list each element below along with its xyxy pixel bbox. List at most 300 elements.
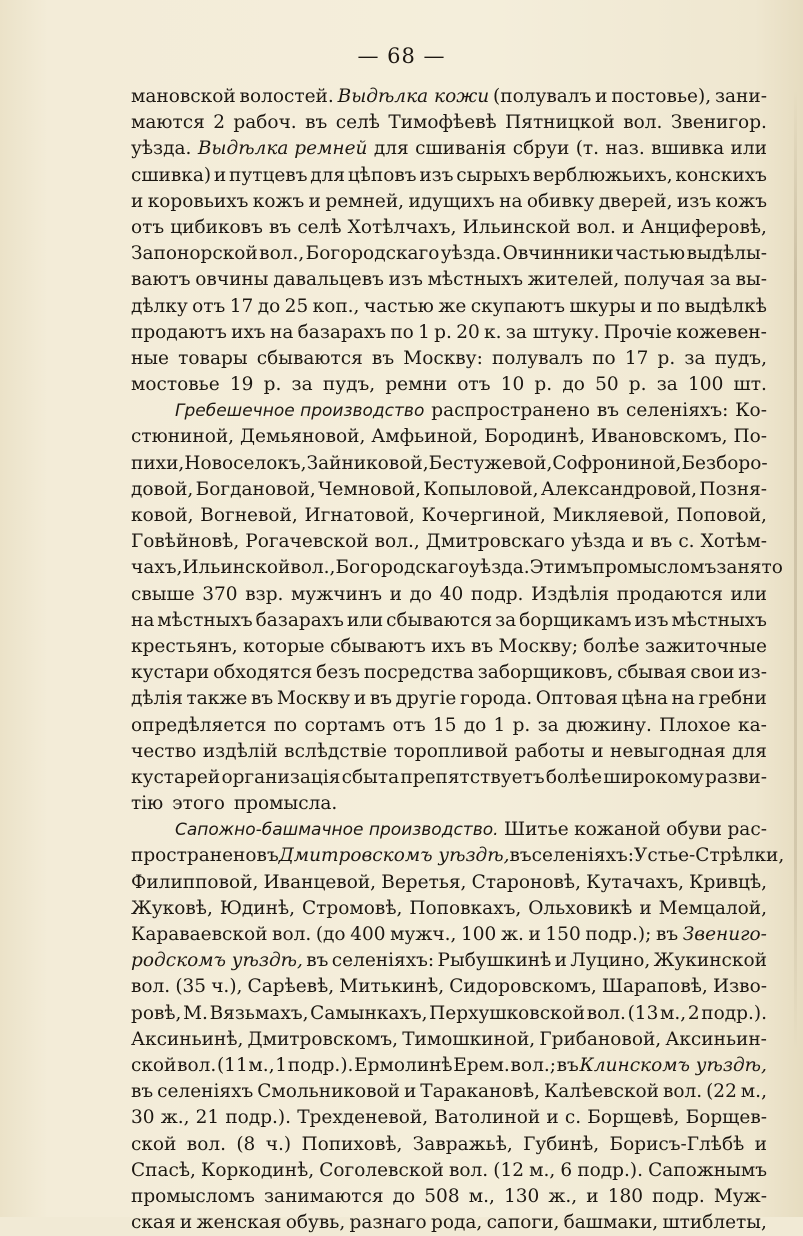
emphasized-word: Выдѣлка ремней <box>197 138 368 160</box>
word: коп., <box>312 295 360 317</box>
word: и <box>554 950 567 972</box>
word: 20 <box>456 321 480 343</box>
word: до <box>392 1185 416 1207</box>
word: уѣзда. <box>131 138 192 160</box>
word: сшивка) <box>131 164 212 186</box>
word: 150 <box>545 924 581 945</box>
word: базарахъ <box>255 609 344 631</box>
word: 1 <box>275 1054 288 1076</box>
text-line <box>131 398 767 424</box>
word: издѣлій <box>202 740 278 762</box>
word: въ <box>509 845 532 867</box>
word: Овчинники <box>502 243 614 265</box>
word: (13 <box>627 1002 659 1024</box>
word: Дмитровскомъ, <box>247 1028 399 1050</box>
text-line <box>131 189 767 215</box>
word: Софрониной, <box>552 452 682 474</box>
word: вол., <box>259 243 305 265</box>
word: Москву; <box>498 635 579 657</box>
word: селѣ <box>297 216 342 238</box>
word: промысломъ <box>131 1185 255 1207</box>
word: уѣзда <box>571 531 626 553</box>
word: 17 <box>624 347 649 369</box>
word: также <box>186 688 248 710</box>
word: которые <box>243 635 325 657</box>
word: 40 <box>439 583 464 605</box>
word: Дмитровскаго <box>425 531 565 553</box>
word: отъ <box>131 216 165 238</box>
word: Ильинской <box>182 557 291 579</box>
word: Завражьѣ, <box>412 1133 513 1155</box>
word: ч.), <box>211 976 243 998</box>
word: Москву: <box>403 347 483 369</box>
word: (8 <box>236 1133 256 1155</box>
page-number: — 68 — <box>357 44 446 68</box>
word: Шараповѣ, <box>601 976 708 998</box>
text-line <box>131 477 767 503</box>
word: штиблеты, <box>662 1212 767 1234</box>
word: Звенигор. <box>670 112 767 134</box>
word: м., <box>740 1081 767 1103</box>
word: Кутачахъ, <box>586 871 684 893</box>
word: Вогневой, <box>200 505 298 526</box>
word: рода, <box>430 1212 483 1234</box>
word: зани- <box>714 86 767 107</box>
word: отъ <box>192 295 226 317</box>
word: для <box>310 164 346 186</box>
word: пихи, <box>131 452 185 474</box>
word: по <box>390 321 414 343</box>
word: кустари <box>131 662 210 684</box>
word: кожъ <box>715 190 767 212</box>
word: Зайниковой, <box>306 452 429 474</box>
word: 19 <box>229 374 254 396</box>
word: вол. <box>272 924 312 945</box>
word: верблюжьихъ, <box>532 164 673 186</box>
word: Борисъ-Глѣбѣ <box>609 1133 745 1155</box>
word: промысла. <box>233 793 338 815</box>
text-line <box>131 1210 767 1236</box>
word: базарахъ <box>297 321 387 343</box>
word: Бестужевой, <box>428 452 553 474</box>
word: шт. <box>733 374 767 396</box>
word: за штуку. <box>505 321 600 343</box>
word: занято <box>716 557 783 579</box>
word: вол. <box>177 1054 217 1076</box>
text-line <box>131 1053 767 1079</box>
word: и <box>639 897 652 919</box>
word: Ерем. <box>453 1054 510 1076</box>
text-line <box>131 582 767 608</box>
word: обувь, <box>285 1212 346 1234</box>
word: сбывая <box>617 662 687 684</box>
word: за <box>495 609 517 631</box>
word: для <box>373 138 409 160</box>
word: крестьянъ, <box>131 635 238 657</box>
word: Ватолиной <box>434 1107 541 1129</box>
word: и <box>754 1133 767 1155</box>
word: въ <box>470 635 494 657</box>
word: въ <box>131 1081 154 1103</box>
word: ской <box>131 1054 177 1076</box>
word: вол., <box>290 557 336 579</box>
word: Муж- <box>713 1185 767 1207</box>
word: гребни <box>698 688 767 710</box>
word: Шитье <box>503 819 569 841</box>
word: мѣстныхъ <box>427 269 524 291</box>
word: ихъ <box>431 635 466 657</box>
word: частью <box>615 243 686 265</box>
word: 180 <box>607 1185 644 1207</box>
word: до <box>463 714 487 736</box>
word: ж., <box>548 1185 578 1207</box>
word: получая <box>623 269 705 291</box>
word: селеніяхъ: <box>331 950 435 972</box>
word: Смольниковой <box>257 1081 400 1103</box>
word: мѣстныхъ <box>671 609 767 631</box>
word: сбываются <box>256 347 363 369</box>
word: препятствуетъ <box>400 766 545 788</box>
word: Стромовѣ, <box>302 897 403 919</box>
text-line <box>131 791 767 817</box>
word: города. <box>460 688 533 710</box>
word: мужчинъ <box>291 583 382 605</box>
word: Микляевой, <box>552 505 670 526</box>
text-line <box>131 922 767 948</box>
text-line <box>131 267 767 293</box>
word: Тимошкиной, <box>402 1028 536 1050</box>
word: м., <box>660 1002 687 1024</box>
word: (до <box>315 924 346 945</box>
word: свыше <box>131 583 195 605</box>
word: 508 <box>424 1185 460 1207</box>
word: отъ <box>392 714 426 736</box>
word: 100 <box>688 374 724 396</box>
emphasized-word: Гребешечное производство <box>175 401 425 422</box>
word: изъ <box>634 609 669 631</box>
word: Мемцалой, <box>658 897 767 919</box>
word: дверей, <box>598 190 673 212</box>
word: конскихъ <box>675 164 767 186</box>
word: Борщев- <box>685 1107 767 1129</box>
word: и <box>353 688 367 710</box>
word: и <box>631 531 644 553</box>
text-line <box>131 110 767 136</box>
word: пудъ, <box>714 347 767 369</box>
word: Самынкахъ, <box>310 1002 428 1024</box>
text-line <box>131 765 767 791</box>
word: дѣлку <box>131 295 188 317</box>
word: по <box>656 295 681 317</box>
word: 50 <box>595 374 619 396</box>
word: и <box>595 86 608 107</box>
word: Ко- <box>735 400 767 422</box>
word: Прочіе <box>603 321 672 343</box>
word: и <box>591 740 604 762</box>
word: довой, <box>131 478 194 500</box>
word: невыгодная <box>609 740 726 762</box>
word: из- <box>738 662 767 684</box>
word: выдѣлкѣ <box>684 295 767 317</box>
word: жителей, <box>527 269 620 291</box>
word: Рыбушкинѣ <box>437 950 552 972</box>
text-line <box>131 84 767 110</box>
word: Сарѣевѣ, <box>247 976 335 998</box>
word: с. <box>678 531 695 553</box>
text-line <box>131 896 767 922</box>
word: или <box>730 583 767 605</box>
word: Соголевской <box>319 1159 444 1181</box>
word: свои <box>690 662 735 684</box>
word: Анциферовѣ, <box>640 216 767 238</box>
word: Аксиньин- <box>665 1028 767 1050</box>
text-line <box>131 424 767 450</box>
word: выдѣлы- <box>686 243 767 265</box>
text-line <box>131 372 767 398</box>
word: Поповой, <box>676 505 767 526</box>
word: Плохое <box>659 714 731 736</box>
word: р. <box>434 321 452 343</box>
text-line <box>131 817 767 843</box>
word: за <box>684 347 706 369</box>
word: Безборо- <box>681 452 768 474</box>
word: селѣ <box>335 112 380 134</box>
word: 100 <box>461 924 497 945</box>
word: Оптовая <box>535 688 618 710</box>
word: ж. <box>500 924 524 945</box>
word: обуви <box>666 819 723 841</box>
word: Иванцевой, <box>263 871 377 893</box>
word: за <box>537 714 559 736</box>
word: ч.) <box>265 1133 292 1155</box>
word: и <box>131 190 144 212</box>
word: въ <box>306 950 329 972</box>
word: м., <box>529 1159 556 1181</box>
word: с. <box>564 1107 582 1129</box>
word: кустарей <box>131 766 221 788</box>
word: Филипповой, <box>131 871 259 893</box>
word: Хотѣлчахъ, <box>347 216 457 238</box>
word: ваютъ <box>131 269 191 291</box>
word: Игнатовой, <box>304 505 415 526</box>
word: и <box>403 1081 417 1103</box>
text-line <box>131 555 783 581</box>
word: Богородскаго <box>305 243 440 265</box>
word: (11 <box>216 1054 248 1076</box>
word: шкуры <box>569 295 636 317</box>
word: товары <box>178 347 248 369</box>
text-line <box>131 451 767 477</box>
word: (12 <box>493 1159 525 1181</box>
word: Издѣлія <box>531 583 610 605</box>
text-line <box>131 136 767 162</box>
word: Москву <box>276 688 351 710</box>
word: Сидоровскомъ, <box>449 976 597 998</box>
word: уѣзда. <box>440 243 502 265</box>
word: ремни <box>385 374 448 396</box>
word: р. <box>657 347 676 369</box>
word: 21 <box>195 1107 220 1129</box>
word: путцевъ <box>229 164 308 186</box>
word: Изво- <box>712 976 767 998</box>
word: широкому <box>603 766 704 788</box>
word: до <box>409 583 433 605</box>
word: ихъ <box>231 321 266 343</box>
word: (35 <box>175 976 207 998</box>
word: Веретья, <box>381 871 467 893</box>
word: Сапожнымъ <box>648 1159 767 1181</box>
word: сапоги, <box>486 1212 560 1234</box>
word: и <box>528 924 541 945</box>
text-line <box>131 503 767 529</box>
word: овчины <box>195 269 269 291</box>
word: кожаной <box>574 819 661 841</box>
word: продаютъ <box>131 321 227 343</box>
word: Ивановскомъ, <box>590 426 728 448</box>
word: Губинѣ, <box>523 1133 600 1155</box>
word: чахъ, <box>131 557 183 579</box>
word: вол. <box>586 1002 626 1024</box>
word: Амфьиной, <box>371 426 479 448</box>
word: Кочергиной, <box>421 505 546 526</box>
word: мановской <box>131 86 236 107</box>
word: по <box>592 347 616 369</box>
text-line <box>131 608 767 634</box>
word: 400 <box>350 924 386 945</box>
word: Митькинѣ, <box>339 976 445 998</box>
word: разви- <box>705 766 767 788</box>
word: на <box>499 190 523 212</box>
word: сбруи <box>512 138 570 160</box>
word: въ <box>371 347 395 369</box>
word: вол. <box>186 1133 226 1155</box>
word: Таракановѣ, <box>420 1081 541 1103</box>
word: 370 <box>202 583 238 605</box>
word: р. <box>263 374 282 396</box>
word: скупаютъ <box>470 295 565 317</box>
word: м., <box>468 1185 495 1207</box>
text-line <box>131 843 785 869</box>
word: 25 <box>284 295 309 317</box>
text-line <box>131 660 767 686</box>
word: мостовье <box>131 374 220 396</box>
word: вы- <box>735 269 767 291</box>
word: Трехденевой, <box>297 1107 429 1129</box>
word: вол. <box>448 1159 489 1181</box>
word: ремней, <box>325 190 405 212</box>
text-line <box>131 948 767 974</box>
word: сырыхъ <box>456 164 531 186</box>
word: ровѣ, <box>131 1002 182 1024</box>
word: подр.). <box>225 1107 292 1129</box>
word: Спасѣ, <box>131 1159 196 1181</box>
word: тію <box>131 793 164 815</box>
text-line <box>131 1001 767 1027</box>
word: распространено <box>431 400 590 422</box>
word: Перхушковской <box>429 1002 586 1024</box>
word: Кривцѣ, <box>689 871 767 893</box>
emphasized-word: Выдѣлка кожи <box>337 86 490 107</box>
word: вол. <box>662 1081 703 1103</box>
word: Устье-Стрѣлки, <box>634 845 785 867</box>
word: въ <box>251 688 274 710</box>
word: Тимофѣевѣ <box>388 112 497 134</box>
word: Богородскаго <box>335 557 470 579</box>
word: селеніяхъ: <box>531 845 635 867</box>
text-line <box>131 346 767 372</box>
word: Этимъ <box>529 557 593 579</box>
word: Александровой, <box>540 478 698 500</box>
word: работы <box>514 740 585 762</box>
text-line <box>131 870 767 896</box>
word: чество <box>131 740 197 762</box>
word: занимаются <box>263 1185 384 1207</box>
word: пространено <box>131 845 257 867</box>
word: и <box>622 216 635 238</box>
word: за <box>709 269 731 291</box>
word: ные <box>131 347 170 369</box>
word: Попиховѣ, <box>301 1133 403 1155</box>
word: селеніяхъ: <box>625 400 729 422</box>
word: коровьихъ <box>147 190 249 212</box>
text-line <box>131 215 767 241</box>
word: сбыта <box>341 766 400 788</box>
text-line <box>131 1027 767 1053</box>
word: на <box>269 321 294 343</box>
word: промысломъ <box>592 557 717 579</box>
word: въ <box>556 1054 579 1076</box>
word: же <box>438 295 467 317</box>
word: въ <box>655 924 679 945</box>
text-line <box>131 1132 767 1158</box>
word: Пятницкой <box>505 112 615 134</box>
word: Копыловой, <box>423 478 539 500</box>
word: подр.); <box>585 924 652 945</box>
word: въ <box>369 688 392 710</box>
word: Новоселокъ, <box>184 452 307 474</box>
word: ковой, <box>131 505 194 526</box>
word: безъ <box>316 662 361 684</box>
word: М. <box>183 1002 208 1024</box>
word: заборщиковъ, <box>477 662 614 684</box>
word: подр.). <box>287 1054 354 1076</box>
word: цибиковъ <box>170 216 263 238</box>
word: болѣе <box>545 766 603 788</box>
word: 15 <box>432 714 457 736</box>
word: и <box>213 164 227 186</box>
word: частью <box>363 295 434 317</box>
word: Коркодинѣ, <box>201 1159 315 1181</box>
word: По- <box>733 426 767 448</box>
word: Калѣевской <box>543 1081 659 1103</box>
text-line <box>131 634 767 660</box>
word: взр. <box>245 583 284 605</box>
word: кожевен- <box>676 321 767 343</box>
word: въ <box>650 531 673 553</box>
word: Ермолинѣ <box>354 1054 453 1076</box>
word: изъ <box>676 190 712 212</box>
word: подр. <box>652 1185 705 1207</box>
word: 1 <box>493 714 506 736</box>
word: на <box>131 609 155 631</box>
word: цѣна <box>621 688 668 710</box>
word: наз. <box>605 138 645 160</box>
word: за <box>656 374 678 396</box>
word: подр.). <box>701 1002 767 1024</box>
word: Чемновой, <box>318 478 421 500</box>
word: и <box>389 583 402 605</box>
emphasized-word: Звениго- <box>682 924 767 945</box>
